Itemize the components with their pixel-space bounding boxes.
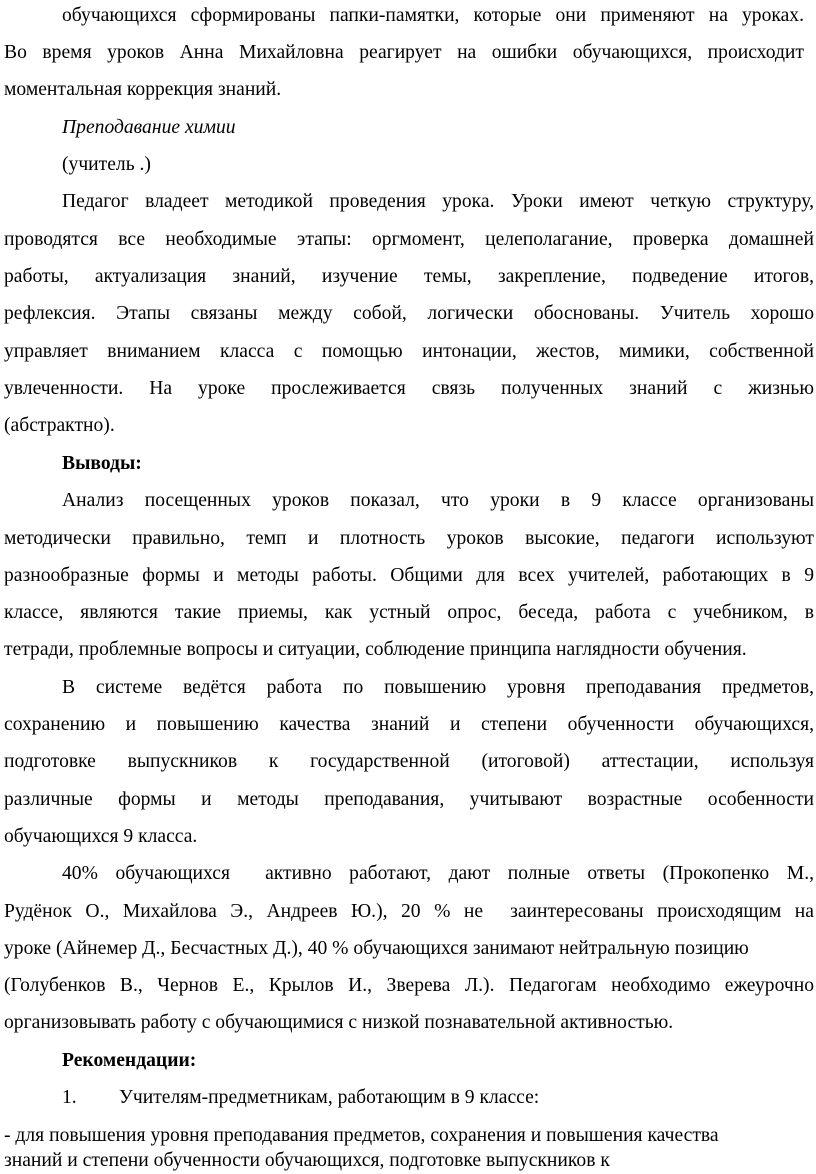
text-line: методически правильно, темп и плотность уроков высокие, педагоги используют — [4, 528, 814, 549]
text-line: Во время уроков Анна Михайловна реагирует на ошибки обучающихся, происходит — [4, 42, 804, 63]
text-line: рефлексия. Этапы связаны между собой, логически обоснованы. Учитель хорошо — [4, 303, 814, 324]
text-line: управляет вниманием класса с помощью интонации, жестов, мимики, собственной — [4, 341, 814, 362]
text-line: 40% обучающихся активно работают, дают полные ответы (Прокопенко М., — [62, 863, 814, 884]
list-number: 1. — [62, 1087, 77, 1108]
teacher-note: (учитель .) — [62, 154, 151, 175]
list-item-text: Учителям-предметникам, работающим в 9 классе: — [119, 1087, 540, 1108]
text-line: классе, являются такие приемы, как устный опрос, беседа, работа с учебником, в — [4, 602, 814, 623]
text-line: Рудёнок О., Михайлова Э., Андреев Ю.), 20 % не заинтересованы происходящим на — [4, 901, 814, 922]
section-heading: Преподавание химии — [62, 117, 236, 138]
text-line: работы, актуализация знаний, изучение темы, закрепление, подведение итогов, — [4, 266, 814, 287]
text-line: различные формы и методы преподавания, учитывают возрастные особенности — [4, 789, 814, 810]
text-line: организовывать работу с обучающимися с низкой познавательной активностью. — [4, 1012, 674, 1033]
section-heading: Выводы: — [62, 453, 142, 474]
text-line: (абстрактно). — [4, 415, 115, 436]
text-line: подготовке выпускников к государственной (итоговой) аттестации, используя — [4, 751, 814, 772]
text-line: Анализ посещенных уроков показал, что уроки в 9 классе организованы — [62, 490, 814, 511]
text-line: сохранению и повышению качества знаний и степени обученности обучающихся, — [4, 714, 814, 735]
text-line: знаний и степени обученности обучающихся, подготовке выпускников к — [4, 1150, 610, 1171]
text-line: моментальная коррекция знаний. — [4, 79, 282, 100]
text-line: В системе ведётся работа по повышению уровня преподавания предметов, — [62, 677, 814, 698]
text-line: (Голубенков В., Чернов Е., Крылов И., Зверева Л.). Педагогам необходимо ежеурочно — [4, 975, 814, 996]
text-line: обучающихся сформированы папки-памятки, которые они применяют на уроках. — [62, 5, 804, 26]
text-line: - для повышения уровня преподавания предметов, сохранения и повышения качества — [4, 1125, 719, 1146]
text-line: увлеченности. На уроке прослеживается связь полученных знаний с жизнью — [4, 378, 814, 399]
text-line: разнообразные формы и методы работы. Общими для всех учителей, работающих в 9 — [4, 565, 814, 586]
text-line: обучающихся 9 класса. — [4, 826, 198, 847]
text-line: уроке (Айнемер Д., Бесчастных Д.), 40 % обучающихся занимают нейтральную позицию — [4, 938, 749, 959]
section-heading: Рекомендации: — [62, 1050, 197, 1071]
text-line: проводятся все необходимые этапы: оргмомент, целеполагание, проверка домашней — [4, 229, 814, 250]
text-line: Педагог владеет методикой проведения урока. Уроки имеют четкую структуру, — [62, 191, 814, 212]
text-line: тетради, проблемные вопросы и ситуации, соблюдение принципа наглядности обучения. — [4, 639, 747, 660]
